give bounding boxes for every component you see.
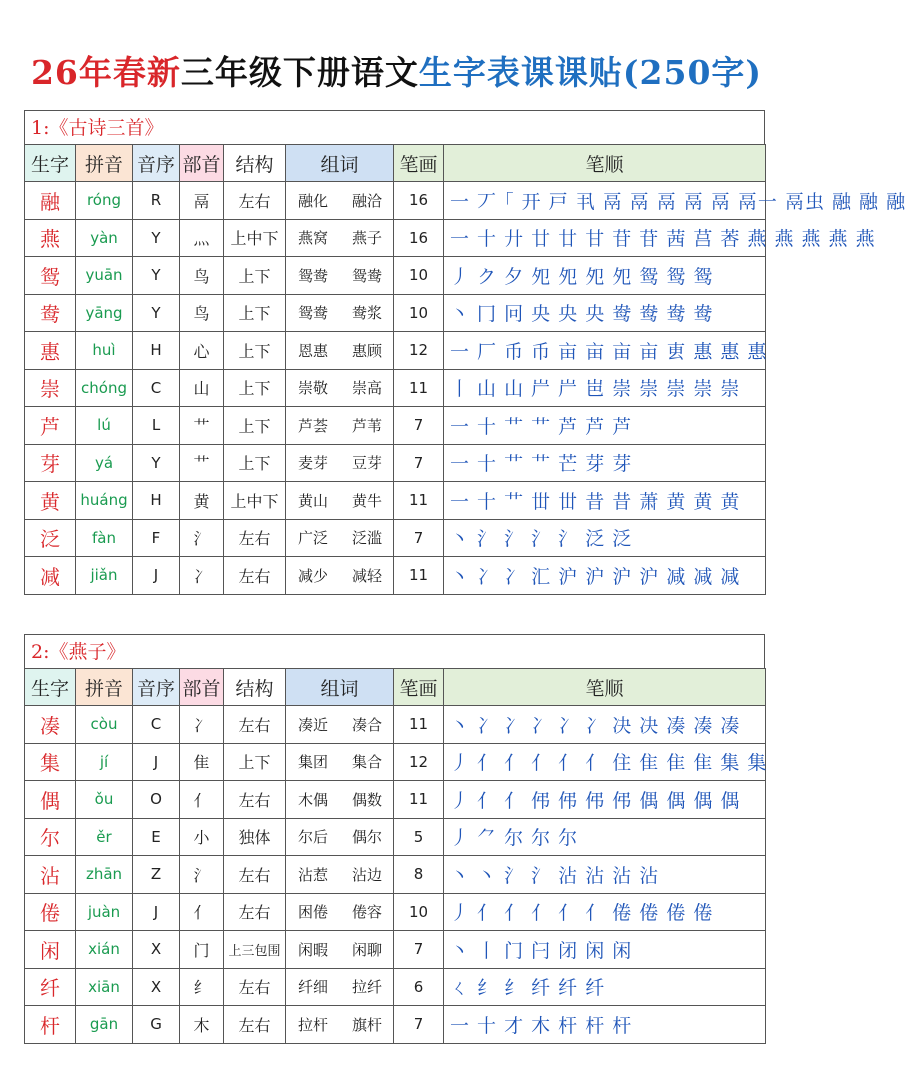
title-part-blue: 生字表课课贴(250字) bbox=[418, 53, 763, 92]
word-text: 燕窝 bbox=[297, 229, 328, 248]
table-row bbox=[25, 519, 766, 557]
char-cell: 减 bbox=[25, 557, 76, 595]
structure-cell: 左右 bbox=[224, 1006, 286, 1044]
table-row bbox=[25, 482, 766, 520]
word-text: 困倦 bbox=[297, 903, 328, 922]
table-row bbox=[25, 781, 766, 819]
words-cell bbox=[286, 818, 394, 856]
word-text: 木偶 bbox=[297, 790, 328, 809]
section-heading: 2:《燕子》 bbox=[24, 634, 765, 668]
radical-cell: 亻 bbox=[180, 781, 224, 819]
stroke-count-cell: 5 bbox=[394, 818, 444, 856]
char-cell: 闲 bbox=[25, 931, 76, 969]
order-cell: Y bbox=[133, 444, 180, 482]
header-count: 笔画 bbox=[394, 669, 444, 706]
stroke-count-cell: 10 bbox=[394, 257, 444, 295]
stroke-sequence-cell: 丶 冫 冫 汇 沪 沪 沪 沪 减 减 减 bbox=[444, 557, 766, 595]
structure-cell: 左右 bbox=[224, 968, 286, 1006]
words-cell bbox=[286, 968, 394, 1006]
table-header-row bbox=[25, 669, 766, 706]
radical-cell: 门 bbox=[180, 931, 224, 969]
char-cell: 尔 bbox=[25, 818, 76, 856]
word-text: 芦荟 bbox=[297, 416, 328, 435]
word-text: 减轻 bbox=[351, 566, 382, 585]
word-text: 凑近 bbox=[297, 715, 328, 734]
radical-cell: 亻 bbox=[180, 893, 224, 931]
order-cell: X bbox=[133, 931, 180, 969]
word-text: 豆芽 bbox=[351, 454, 382, 473]
order-cell: H bbox=[133, 482, 180, 520]
pinyin-cell: jí bbox=[76, 743, 133, 781]
radical-cell: 心 bbox=[180, 332, 224, 370]
table-row bbox=[25, 294, 766, 332]
table-row bbox=[25, 893, 766, 931]
structure-cell: 上下 bbox=[224, 743, 286, 781]
words-cell bbox=[286, 332, 394, 370]
char-cell: 纤 bbox=[25, 968, 76, 1006]
table-row bbox=[25, 1006, 766, 1044]
char-cell: 黄 bbox=[25, 482, 76, 520]
stroke-sequence-cell: 一 厂 币 币 亩 亩 亩 亩 叀 惠 惠 惠 bbox=[444, 332, 766, 370]
word-text: 恩惠 bbox=[297, 341, 328, 360]
stroke-sequence-cell: 丿 ⺈ 尔 尔 尔 bbox=[444, 818, 766, 856]
words-cell bbox=[286, 219, 394, 257]
stroke-count-cell: 10 bbox=[394, 893, 444, 931]
title-part-red: 26年春新 bbox=[30, 53, 181, 92]
pinyin-cell: yàn bbox=[76, 219, 133, 257]
order-cell: F bbox=[133, 519, 180, 557]
pinyin-cell: ǒu bbox=[76, 781, 133, 819]
header-structure: 结构 bbox=[224, 145, 286, 182]
header-sequence: 笔顺 bbox=[444, 669, 766, 706]
word-text: 泛滥 bbox=[351, 529, 382, 548]
header-char: 生字 bbox=[25, 669, 76, 706]
stroke-sequence-cell: 一 丆 ｢ 开 戸 丮 鬲 鬲 鬲 鬲 鬲 鬲一 鬲虫 融 融 融 bbox=[444, 182, 766, 220]
words-cell bbox=[286, 856, 394, 894]
order-cell: G bbox=[133, 1006, 180, 1044]
char-cell: 集 bbox=[25, 743, 76, 781]
pinyin-cell: ěr bbox=[76, 818, 133, 856]
character-table bbox=[24, 144, 906, 595]
pinyin-cell: zhān bbox=[76, 856, 133, 894]
word-text: 闲暇 bbox=[297, 940, 328, 959]
structure-cell: 上下 bbox=[224, 369, 286, 407]
table-row bbox=[25, 369, 766, 407]
header-sequence: 笔顺 bbox=[444, 145, 766, 182]
word-text: 减少 bbox=[297, 566, 328, 585]
words-cell bbox=[286, 182, 394, 220]
stroke-count-cell: 16 bbox=[394, 182, 444, 220]
table-row bbox=[25, 332, 766, 370]
structure-cell: 独体 bbox=[224, 818, 286, 856]
char-cell: 凑 bbox=[25, 706, 76, 744]
word-text: 尔后 bbox=[297, 828, 328, 847]
radical-cell: 鸟 bbox=[180, 294, 224, 332]
stroke-sequence-cell: 一 十 艹 丗 丗 昔 昔 萧 黄 黄 黄 bbox=[444, 482, 766, 520]
stroke-count-cell: 8 bbox=[394, 856, 444, 894]
word-text: 拉纤 bbox=[351, 978, 382, 997]
stroke-sequence-cell: 丶 冫 冫 冫 冫 冫 决 决 凑 凑 凑 bbox=[444, 706, 766, 744]
words-cell bbox=[286, 1006, 394, 1044]
stroke-count-cell: 12 bbox=[394, 743, 444, 781]
word-text: 崇高 bbox=[351, 379, 382, 398]
stroke-count-cell: 11 bbox=[394, 557, 444, 595]
word-text: 鸳鸯 bbox=[351, 266, 382, 285]
stroke-sequence-cell: 一 十 廾 廿 廿 甘 苷 苷 茜 莒 莕 燕 燕 燕 燕 燕 bbox=[444, 219, 766, 257]
table-row bbox=[25, 968, 766, 1006]
header-words: 组词 bbox=[286, 669, 394, 706]
pinyin-cell: yuān bbox=[76, 257, 133, 295]
stroke-count-cell: 12 bbox=[394, 332, 444, 370]
stroke-count-cell: 7 bbox=[394, 519, 444, 557]
character-table bbox=[24, 668, 766, 1044]
order-cell: C bbox=[133, 706, 180, 744]
header-char: 生字 bbox=[25, 145, 76, 182]
pinyin-cell: juàn bbox=[76, 893, 133, 931]
order-cell: Y bbox=[133, 294, 180, 332]
stroke-sequence-cell: 一 十 艹 艹 芦 芦 芦 bbox=[444, 407, 766, 445]
radical-cell: 隹 bbox=[180, 743, 224, 781]
pinyin-cell: xián bbox=[76, 931, 133, 969]
header-radical: 部首 bbox=[180, 145, 224, 182]
structure-cell: 左右 bbox=[224, 781, 286, 819]
table-row bbox=[25, 743, 766, 781]
char-cell: 沾 bbox=[25, 856, 76, 894]
words-cell bbox=[286, 482, 394, 520]
stroke-sequence-cell: ㄑ 纟 纟 纤 纤 纤 bbox=[444, 968, 766, 1006]
word-text: 倦容 bbox=[351, 903, 382, 922]
word-text: 广泛 bbox=[297, 529, 328, 548]
stroke-sequence-cell: 丿 ク 夕 夗 夗 夗 夗 鸳 鸳 鸳 bbox=[444, 257, 766, 295]
header-pinyin: 拼音 bbox=[76, 669, 133, 706]
pinyin-cell: gān bbox=[76, 1006, 133, 1044]
radical-cell: 鸟 bbox=[180, 257, 224, 295]
word-text: 芦苇 bbox=[351, 416, 382, 435]
char-cell: 杆 bbox=[25, 1006, 76, 1044]
table-row bbox=[25, 818, 766, 856]
radical-cell: 山 bbox=[180, 369, 224, 407]
words-cell bbox=[286, 706, 394, 744]
page-title bbox=[0, 52, 793, 94]
order-cell: E bbox=[133, 818, 180, 856]
pinyin-cell: róng bbox=[76, 182, 133, 220]
word-text: 纤细 bbox=[297, 978, 328, 997]
radical-cell: 鬲 bbox=[180, 182, 224, 220]
words-cell bbox=[286, 369, 394, 407]
words-cell bbox=[286, 893, 394, 931]
table-row bbox=[25, 407, 766, 445]
char-cell: 鸯 bbox=[25, 294, 76, 332]
word-text: 沾惹 bbox=[297, 865, 328, 884]
order-cell: J bbox=[133, 893, 180, 931]
words-cell bbox=[286, 557, 394, 595]
header-structure: 结构 bbox=[224, 669, 286, 706]
words-cell bbox=[286, 743, 394, 781]
header-order: 音序 bbox=[133, 145, 180, 182]
table-row bbox=[25, 444, 766, 482]
pinyin-cell: huáng bbox=[76, 482, 133, 520]
word-text: 偶尔 bbox=[351, 828, 382, 847]
structure-cell: 上下 bbox=[224, 444, 286, 482]
stroke-count-cell: 11 bbox=[394, 706, 444, 744]
stroke-count-cell: 7 bbox=[394, 1006, 444, 1044]
pinyin-cell: jiǎn bbox=[76, 557, 133, 595]
words-cell bbox=[286, 294, 394, 332]
word-text: 惠顾 bbox=[351, 341, 382, 360]
radical-cell: 冫 bbox=[180, 557, 224, 595]
word-text: 燕子 bbox=[351, 229, 382, 248]
radical-cell: 氵 bbox=[180, 856, 224, 894]
stroke-sequence-cell: 丶 冂 冋 央 央 央 鸯 鸯 鸯 鸯 bbox=[444, 294, 766, 332]
radical-cell: 氵 bbox=[180, 519, 224, 557]
section-1 bbox=[24, 110, 906, 595]
word-text: 崇敬 bbox=[297, 379, 328, 398]
header-words: 组词 bbox=[286, 145, 394, 182]
word-text: 凑合 bbox=[351, 715, 382, 734]
stroke-count-cell: 10 bbox=[394, 294, 444, 332]
word-text: 旗杆 bbox=[351, 1015, 382, 1034]
word-text: 鸯浆 bbox=[351, 304, 382, 323]
table-row bbox=[25, 706, 766, 744]
radical-cell: 小 bbox=[180, 818, 224, 856]
order-cell: Y bbox=[133, 219, 180, 257]
word-text: 融洽 bbox=[351, 191, 382, 210]
order-cell: X bbox=[133, 968, 180, 1006]
table-row bbox=[25, 856, 766, 894]
structure-cell: 上下 bbox=[224, 294, 286, 332]
stroke-sequence-cell: 一 十 才 木 杆 杆 杆 bbox=[444, 1006, 766, 1044]
stroke-sequence-cell: 丨 山 山 屵 屵 岜 崇 崇 崇 崇 崇 bbox=[444, 369, 766, 407]
word-text: 沾边 bbox=[351, 865, 382, 884]
radical-cell: 灬 bbox=[180, 219, 224, 257]
stroke-sequence-cell: 丶 丨 门 闩 闭 闲 闲 bbox=[444, 931, 766, 969]
structure-cell: 上下 bbox=[224, 257, 286, 295]
word-text: 麦芽 bbox=[297, 454, 328, 473]
order-cell: J bbox=[133, 743, 180, 781]
char-cell: 倦 bbox=[25, 893, 76, 931]
radical-cell: 木 bbox=[180, 1006, 224, 1044]
char-cell: 泛 bbox=[25, 519, 76, 557]
structure-cell: 左右 bbox=[224, 519, 286, 557]
radical-cell: 黄 bbox=[180, 482, 224, 520]
section-heading: 1:《古诗三首》 bbox=[24, 110, 765, 144]
order-cell: L bbox=[133, 407, 180, 445]
radical-cell: 艹 bbox=[180, 444, 224, 482]
stroke-count-cell: 11 bbox=[394, 781, 444, 819]
pinyin-cell: fàn bbox=[76, 519, 133, 557]
structure-cell: 上中下 bbox=[224, 219, 286, 257]
word-text: 鸳鸯 bbox=[297, 266, 328, 285]
word-text: 融化 bbox=[297, 191, 328, 210]
char-cell: 芦 bbox=[25, 407, 76, 445]
words-cell bbox=[286, 519, 394, 557]
pinyin-cell: lú bbox=[76, 407, 133, 445]
header-order: 音序 bbox=[133, 669, 180, 706]
char-cell: 芽 bbox=[25, 444, 76, 482]
header-pinyin: 拼音 bbox=[76, 145, 133, 182]
structure-cell: 左右 bbox=[224, 893, 286, 931]
header-radical: 部首 bbox=[180, 669, 224, 706]
stroke-sequence-cell: 丶 氵 氵 氵 氵 泛 泛 bbox=[444, 519, 766, 557]
stroke-count-cell: 7 bbox=[394, 407, 444, 445]
order-cell: O bbox=[133, 781, 180, 819]
structure-cell: 左右 bbox=[224, 856, 286, 894]
word-text: 偶数 bbox=[351, 790, 382, 809]
header-count: 笔画 bbox=[394, 145, 444, 182]
word-text: 集合 bbox=[351, 753, 382, 772]
char-cell: 融 bbox=[25, 182, 76, 220]
word-text: 黄山 bbox=[297, 491, 328, 510]
stroke-count-cell: 7 bbox=[394, 444, 444, 482]
stroke-count-cell: 11 bbox=[394, 369, 444, 407]
table-row bbox=[25, 257, 766, 295]
pinyin-cell: còu bbox=[76, 706, 133, 744]
stroke-sequence-cell: 丶 丶 氵 氵 沾 沾 沾 沾 bbox=[444, 856, 766, 894]
pinyin-cell: yá bbox=[76, 444, 133, 482]
table-header-row bbox=[25, 145, 766, 182]
order-cell: R bbox=[133, 182, 180, 220]
structure-cell: 左右 bbox=[224, 557, 286, 595]
word-text: 拉杆 bbox=[297, 1015, 328, 1034]
char-cell: 偶 bbox=[25, 781, 76, 819]
words-cell bbox=[286, 407, 394, 445]
order-cell: Y bbox=[133, 257, 180, 295]
structure-cell: 上三包围 bbox=[224, 931, 286, 969]
word-text: 鸳鸯 bbox=[297, 304, 328, 323]
order-cell: J bbox=[133, 557, 180, 595]
order-cell: Z bbox=[133, 856, 180, 894]
structure-cell: 左右 bbox=[224, 706, 286, 744]
stroke-sequence-cell: 丿 亻 亻 伄 伄 伄 伄 偶 偶 偶 偶 bbox=[444, 781, 766, 819]
stroke-sequence-cell: 丿 亻 亻 亻 亻 亻 倦 倦 倦 倦 bbox=[444, 893, 766, 931]
order-cell: C bbox=[133, 369, 180, 407]
pinyin-cell: xiān bbox=[76, 968, 133, 1006]
word-text: 黄牛 bbox=[351, 491, 382, 510]
word-text: 闲聊 bbox=[351, 940, 382, 959]
stroke-count-cell: 6 bbox=[394, 968, 444, 1006]
stroke-count-cell: 16 bbox=[394, 219, 444, 257]
radical-cell: 纟 bbox=[180, 968, 224, 1006]
structure-cell: 上中下 bbox=[224, 482, 286, 520]
word-text: 集团 bbox=[297, 753, 328, 772]
char-cell: 鸳 bbox=[25, 257, 76, 295]
stroke-sequence-cell: 丿 亻 亻 亻 亻 亻 住 隹 隹 隹 集 集 bbox=[444, 743, 766, 781]
words-cell bbox=[286, 931, 394, 969]
pinyin-cell: chóng bbox=[76, 369, 133, 407]
table-row bbox=[25, 219, 766, 257]
char-cell: 燕 bbox=[25, 219, 76, 257]
table-row bbox=[25, 182, 766, 220]
pinyin-cell: huì bbox=[76, 332, 133, 370]
title-part-black: 三年级下册语文 bbox=[180, 53, 419, 92]
words-cell bbox=[286, 444, 394, 482]
section-2 bbox=[24, 634, 768, 1044]
words-cell bbox=[286, 257, 394, 295]
table-body bbox=[25, 182, 906, 595]
stroke-count-cell: 7 bbox=[394, 931, 444, 969]
radical-cell: 艹 bbox=[180, 407, 224, 445]
structure-cell: 上下 bbox=[224, 332, 286, 370]
structure-cell: 上下 bbox=[224, 407, 286, 445]
pinyin-cell: yāng bbox=[76, 294, 133, 332]
structure-cell: 左右 bbox=[224, 182, 286, 220]
table-row bbox=[25, 931, 766, 969]
char-cell: 崇 bbox=[25, 369, 76, 407]
table-body bbox=[25, 706, 766, 1044]
radical-cell: 冫 bbox=[180, 706, 224, 744]
char-cell: 惠 bbox=[25, 332, 76, 370]
stroke-sequence-cell: 一 十 艹 艹 芒 芽 芽 bbox=[444, 444, 766, 482]
table-row bbox=[25, 557, 766, 595]
words-cell bbox=[286, 781, 394, 819]
stroke-count-cell: 11 bbox=[394, 482, 444, 520]
order-cell: H bbox=[133, 332, 180, 370]
